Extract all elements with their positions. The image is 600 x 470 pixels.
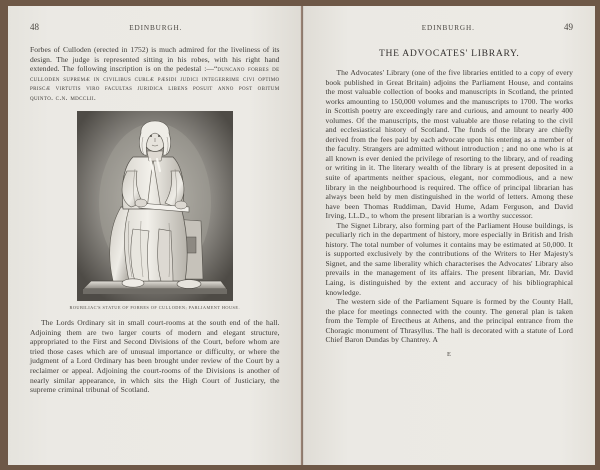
right-paragraph-signet-library: The Signet Library, also forming part of the Parliament House buildings, is peculiarly rich in the department of history, more especially in British and Irish history. The total number of volumes it contains may be estimated at 50,000. It is supported exclusively by the contributions of the Writers to Her Majesty's Signet, and the same liberality which characterises the Advocates' Library also prevails in the management of its affairs. The present librarian, Mr. David Laing, is distinguished by the extent and accuracy of his bibliographical knowledge.	[325, 220, 573, 297]
section-title-advocates-library: THE ADVOCATES' LIBRARY.	[378, 48, 520, 59]
signature-mark: E	[447, 350, 452, 358]
right-page-folio: 49	[564, 22, 573, 32]
left-page	[8, 6, 302, 465]
left-paragraph-court-rooms: The Lords Ordinary sit in small court-rooms at the south end of the hall. Adjoining them are two larger courts of modern and elegant structure, appropriated to the First and Second Divisions of the Court, before whom are tried those cases which are of unusual importance or difficulty, or where the judgment of a Lord Ordinary has been brought under review of the Court by a reclaimer or appeal. Adjoining the court-rooms of the Divisions is another of nearly similar appearance, in which sits the High Court of Justiciary, the supreme criminal tribunal of Scotland.	[30, 318, 280, 395]
right-paragraph-county-hall: The western side of the Parliament Square is formed by the County Hall, the place for meetings connected with the county. The general plan is taken from the Temple of Erectheus at Athens, and the principal entrance from the Choragic monument of Thrasyllus. The hall is decorated with a statute of Lord Chief Baron Dundas by Chantrey. A	[325, 297, 573, 345]
pedestal-inscription-date: c.n. mdcclii.	[55, 92, 97, 102]
engraving-statue-forbes-of-culloden	[77, 111, 233, 301]
right-page	[302, 6, 596, 465]
page-spread	[8, 6, 595, 465]
left-paragraph-inscription	[30, 45, 280, 102]
right-page-running-head	[326, 22, 574, 34]
page-gutter	[300, 6, 303, 465]
right-paragraph-advocates-library: The Advocates' Library (one of the five libraries entitled to a copy of every book published in Great Britain) adjoins the Parliament House, and contains the most valuable collection of books and manuscripts in Scotland, the printed works amounting to 150,000 volumes and the manuscripts to 1700. The works in Scottish poetry are exceedingly rare and curious, and amount to nearly 400 volumes. Of the manuscripts, the most valuable are those relating to the civil and ecclesiastical history of Scotland. The funds of the library are chiefly derived from the fees paid by each advocate upon his entering as a member of the faculty. Strangers are admitted without introduction ; and no one who is at all known is ever denied the privilege of resorting to the library, and of reading or writing in it. The literary wealth of the library is at present deposited in a suite of apartments neither spacious, elegant, nor commodious, and a new library in the neighbourhood is required. The office of principal librarian has always been held by men distinguished in the world of letters. Among these have been Thomas Ruddiman, David Hume, Adam Ferguson, and David Irving, LL.D., to whom the present librarian is a worthy successor.	[325, 68, 573, 221]
left-page-running-head	[30, 22, 280, 34]
right-page-header-title: EDINBURGH.	[421, 24, 475, 32]
left-page-header-title: EDINBURGH.	[129, 24, 183, 32]
left-paragraph-text: Forbes of Culloden (erected in 1752) is much admired for the liveliness of its design. The judge is represented sitting in his robes, with his right hand extended. The following inscription is on the pedestal :—“	[30, 45, 280, 74]
plate-caption: ROUBILIAC'S STATUE OF FORBES OF CULLODEN; PARLIAMENT HOUSE.	[69, 305, 240, 311]
pedestal-inscription-latin: duncano forbes de culloden supremæ in civilibus curlæ pæsidi judici integerrime civi optimo priscæ virtutis viro facultas juridica libens posuit anno post obitum quinto.	[30, 64, 280, 102]
left-page-folio: 48	[30, 22, 39, 32]
